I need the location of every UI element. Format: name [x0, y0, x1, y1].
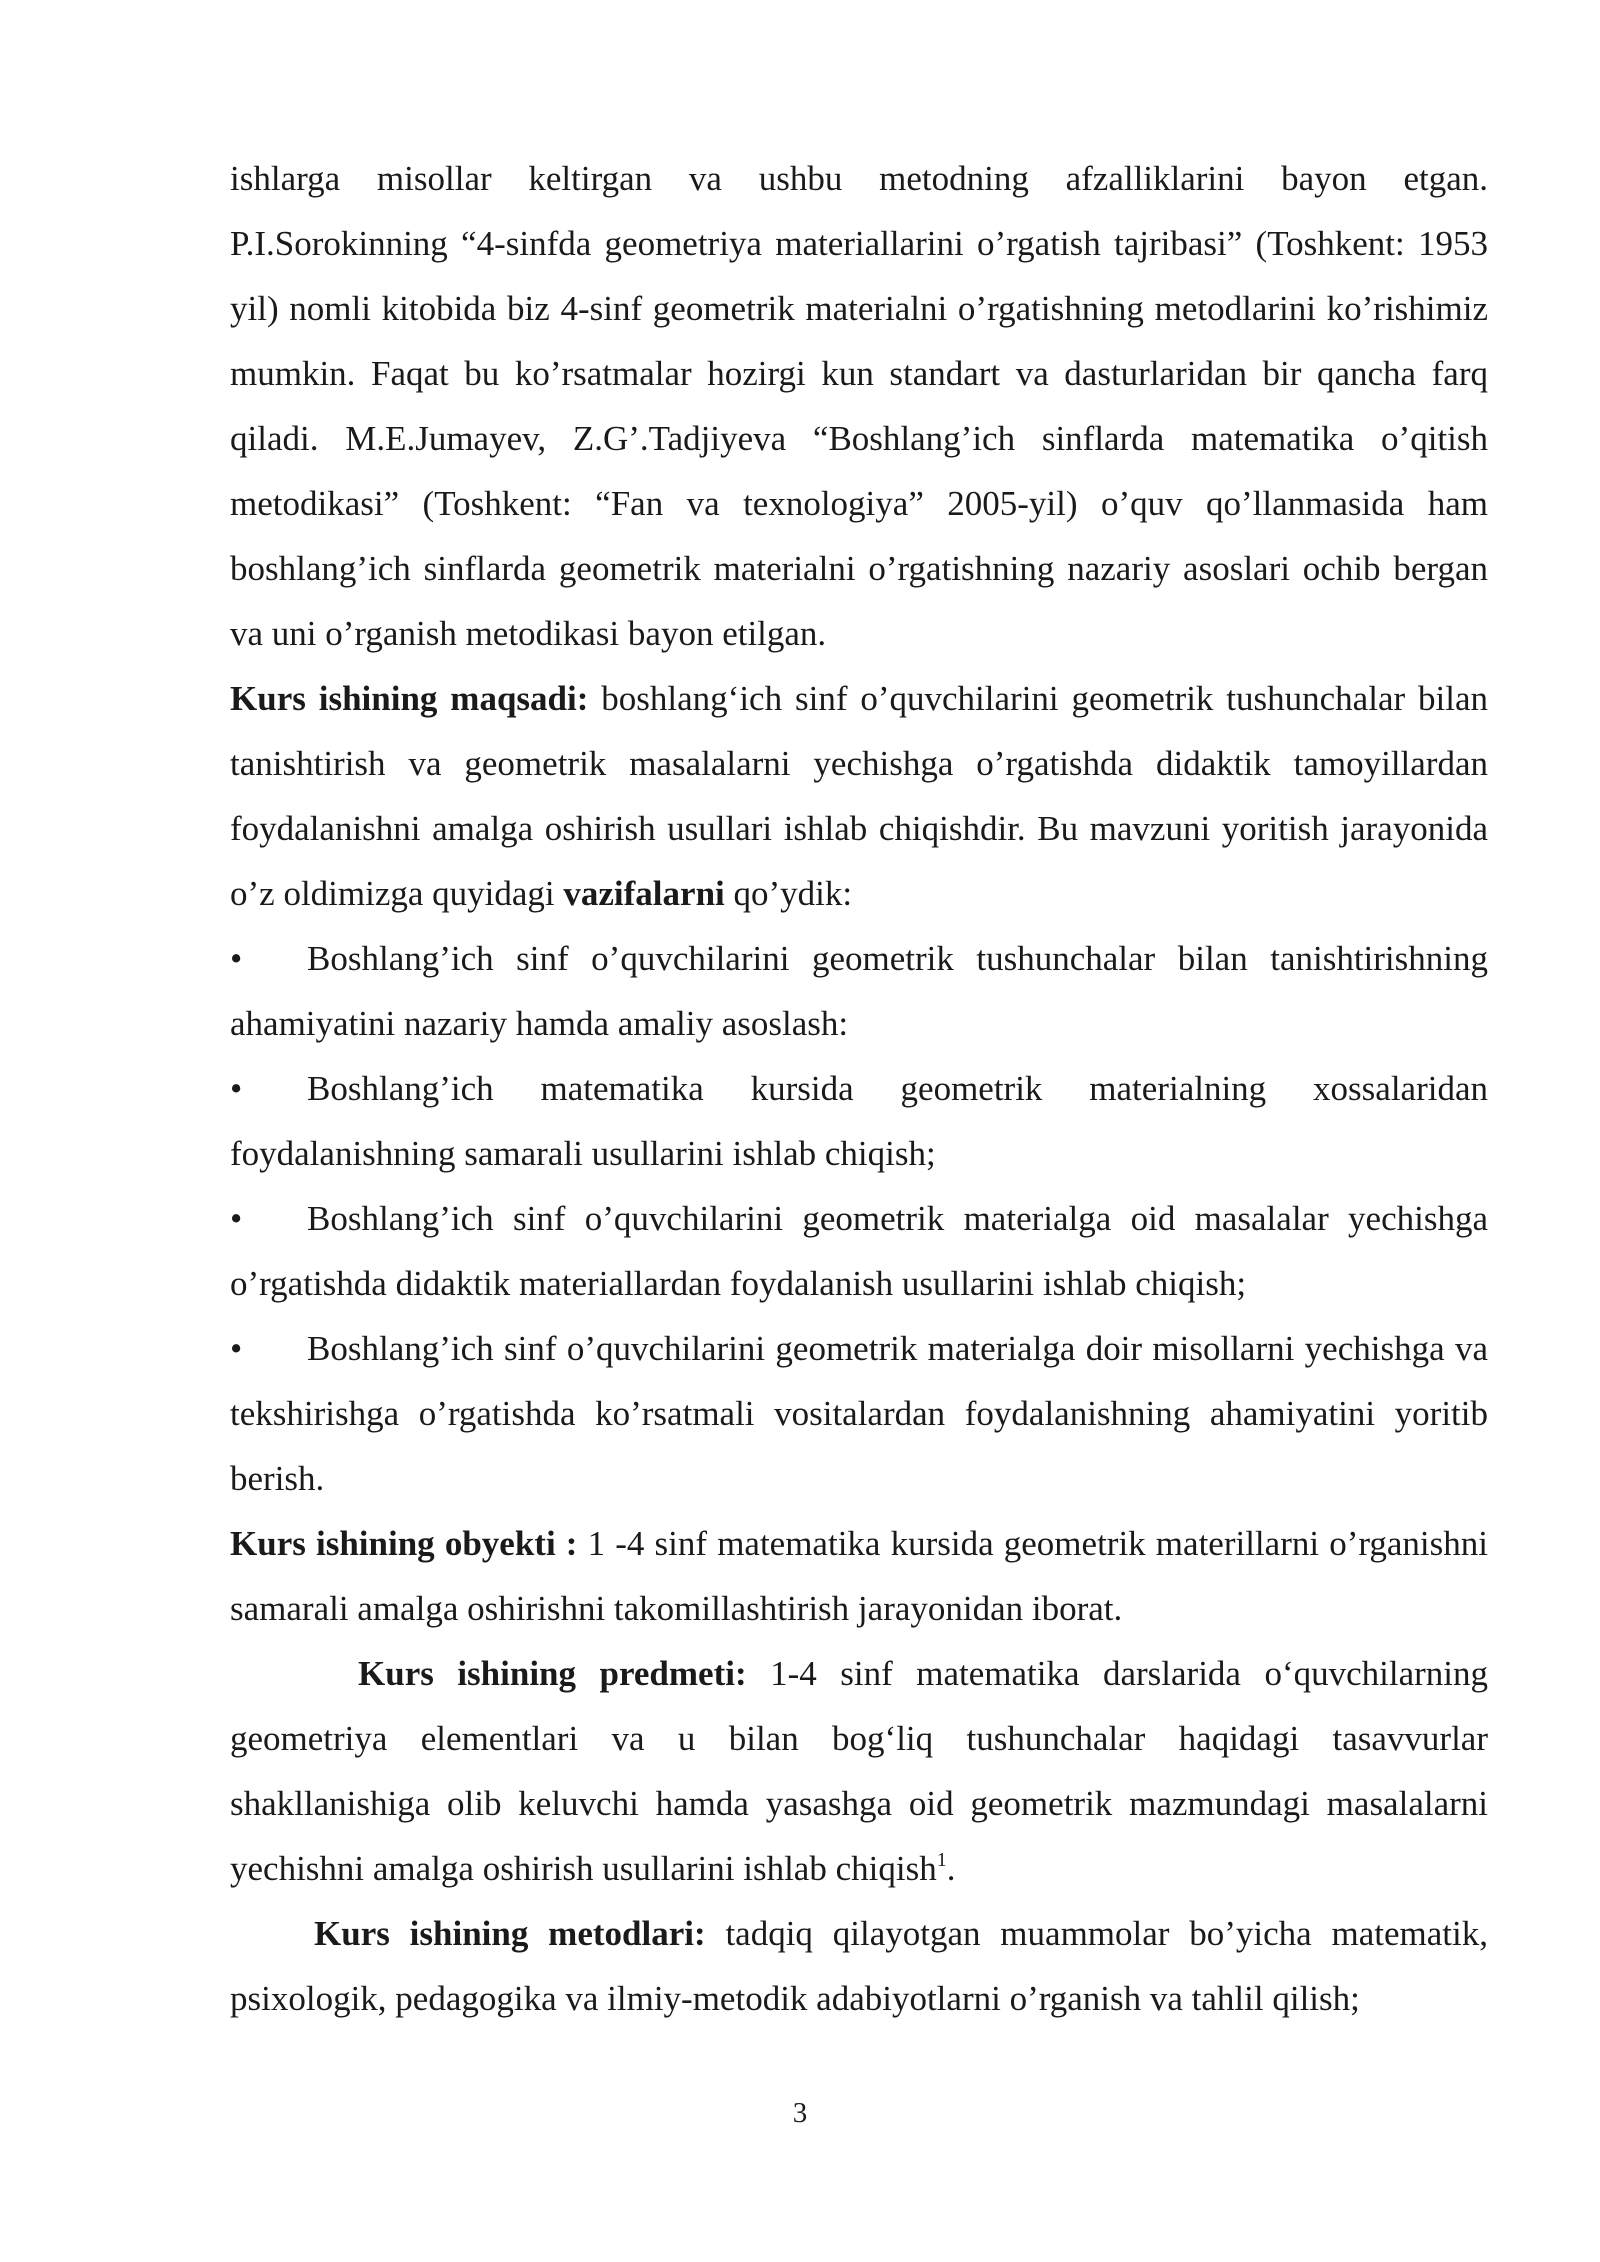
subject-end: . [946, 1849, 956, 1888]
footnote-marker: 1 [936, 1849, 947, 1871]
goal-label: Kurs ishining maqsadi: [230, 679, 589, 718]
bullet-icon: • [230, 1199, 243, 1238]
bullet-icon: • [230, 1069, 243, 1108]
page-body [230, 146, 1488, 2031]
goal-text: boshlang‘ich sinf o’quvchilarini geometrik tushunchalar bilan tanishtirish va geometrik masalalarni yechishga o’rgatishda didaktik tamoyillardan foydalanishni amalga oshirish usullari ishlab chiqishdir. Bu mavzuni yoritish jarayonida o’z oldimizga quyidagi [230, 679, 1489, 913]
intro-text: ishlarga misollar keltirgan va ushbu metodning afzalliklarini bayon etgan. P.I.Sorokinning “4-sinfda geometriya materiallarini o’rgatish tajribasi” (Toshkent: 1953 yil) nomli kitobida biz 4-sinf geometrik materialni o’rgatishning metodlarini ko’rishimiz mumkin. Faqat bu ko’rsatmalar hozirgi kun standart va dasturlaridan bir qancha farq qiladi. M.E.Jumayev, Z.G’.Tadjiyeva “Boshlang’ich sinflarda matematika o’qitish metodikasi” (Toshkent: “Fan va texnologiya” 2005-yil) o’quv qo’llanmasida ham boshlang’ich sinflarda geometrik materialni o’rgatishning nazariy asoslari ochib bergan va uni o’rganish metodikasi bayon etilgan. [230, 159, 1488, 653]
page-number: 3 [792, 2097, 808, 2129]
bullet-icon: • [230, 939, 243, 978]
methods-text: tadqiq qilayotgan muammolar bo’yicha matematik, psixologik, pedagogika va ilmiy-metodik adabiyotlarni o’rganish va tahlil qilish; [230, 1914, 1488, 2018]
task-text: Boshlang’ich sinf o’quvchilarini geometrik materialga doir misollarni yechishga va tekshirishga o’rgatishda ko’rsatmali vositalardan foydalanishning ahamiyatini yoritib berish. [230, 1329, 1488, 1498]
task-list-item [230, 1186, 1488, 1316]
goal-paragraph [230, 666, 1488, 926]
task-text: Boshlang’ich sinf o’quvchilarini geometrik materialga oid masalalar yechishga o’rgatishda didaktik materiallardan foydalanish usullarini ishlab chiqish; [230, 1199, 1488, 1303]
task-text: Boshlang’ich matematika kursida geometrik materialning xossalaridan foydalanishning samarali usullarini ishlab chiqish; [230, 1069, 1488, 1173]
task-text: Boshlang’ich sinf o’quvchilarini geometrik tushunchalar bilan tanishtirishning ahamiyatini nazariy hamda amaliy asoslash: [230, 939, 1488, 1043]
subject-text: 1-4 sinf matematika darslarida o‘quvchilarning geometriya elementlari va u bilan bog‘liq tushunchalar haqidagi tasavvurlar shakllanishiga olib keluvchi hamda yasashga oid geometrik mazmundagi masalalarni yechishni amalga oshirish usullarini ishlab chiqish [230, 1654, 1488, 1888]
tasks-word: vazifalarni [563, 874, 725, 913]
goal-tail: qo’ydik: [724, 874, 853, 913]
object-label: Kurs ishining obyekti : [230, 1524, 578, 1563]
methods-paragraph [230, 1901, 1488, 2031]
subject-paragraph [230, 1641, 1488, 1901]
bullet-icon: • [230, 1329, 243, 1368]
task-list-item [230, 1316, 1488, 1511]
object-paragraph [230, 1511, 1488, 1641]
methods-label: Kurs ishining metodlari: [314, 1914, 706, 1953]
task-list-item [230, 926, 1488, 1056]
task-list-item [230, 1056, 1488, 1186]
intro-paragraph [230, 146, 1488, 666]
object-text: 1 -4 sinf matematika kursida geometrik materillarni o’rganishni samarali amalga oshirishni takomillashtirish jarayonidan iborat. [230, 1524, 1488, 1628]
subject-label: Kurs ishining predmeti: [358, 1654, 747, 1693]
